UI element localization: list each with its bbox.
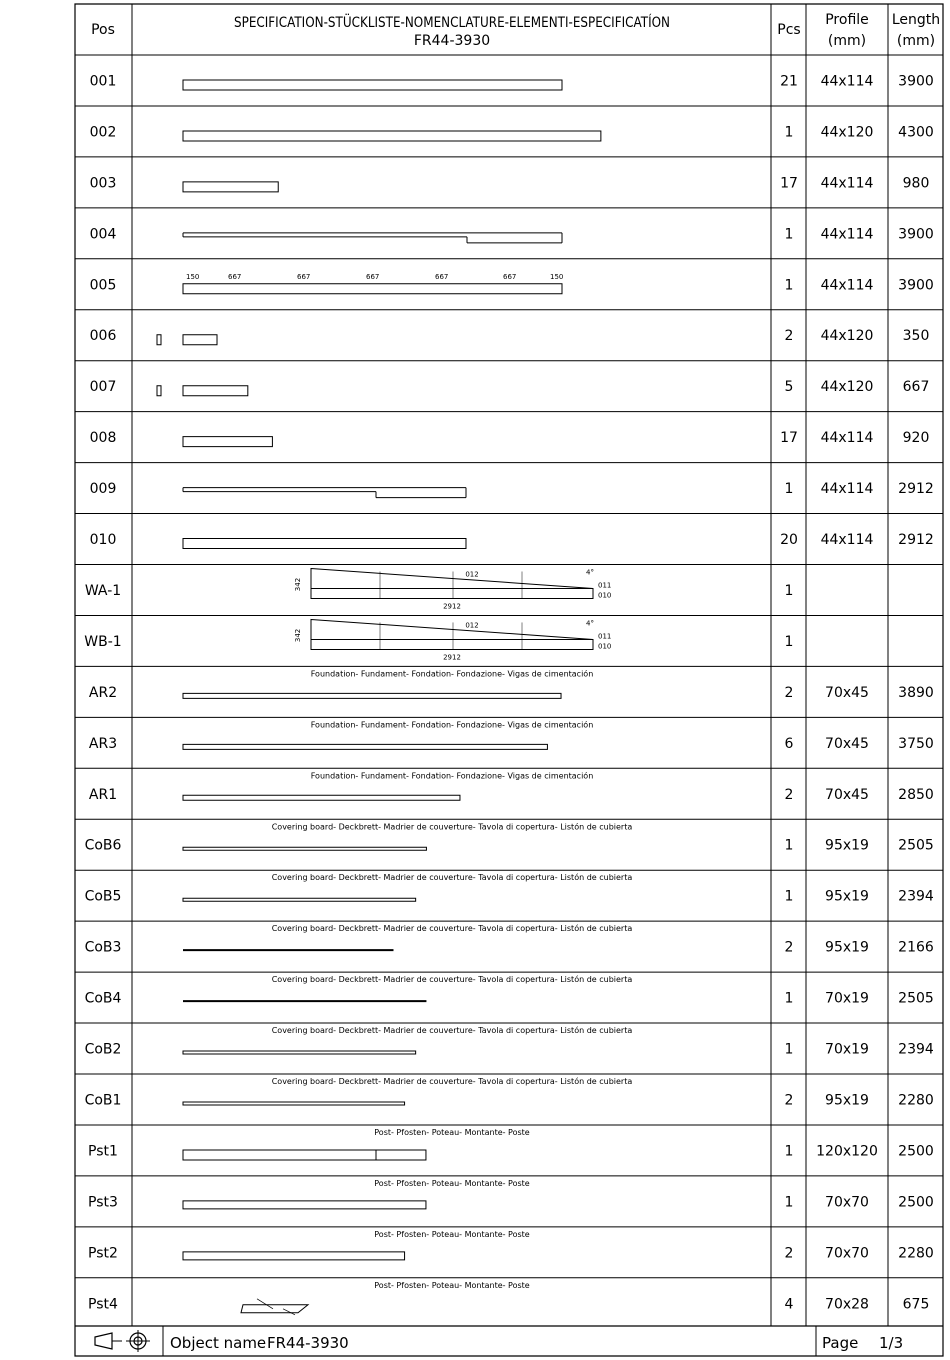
pcs-cell: 2 [784, 786, 794, 803]
part-bar-006 [183, 335, 217, 345]
section-symbol [157, 335, 161, 345]
length-cell: 3750 [898, 735, 934, 752]
section-note: Covering board- Deckbrett- Madrier de couverture- Tavola di copertura- Listón de cubierta [271, 924, 633, 934]
length-cell: 2912 [898, 532, 934, 549]
length-cell: 3890 [898, 684, 934, 701]
pcs-cell: 1 [784, 1041, 794, 1058]
covering-board-cob5 [183, 898, 416, 901]
header-profile: Profile [825, 12, 869, 28]
pos-cell: 005 [89, 277, 117, 294]
pcs-cell: 6 [784, 735, 794, 752]
pos-cell: 003 [89, 175, 117, 192]
pos-cell: 004 [89, 226, 117, 243]
length-cell: 4300 [898, 124, 934, 141]
profile-cell: 44x120 [820, 328, 874, 345]
part-bar-008 [183, 437, 272, 447]
pcs-cell: 2 [784, 1092, 794, 1109]
foundation-beam-ar1 [183, 795, 460, 800]
projection-symbol-icon [95, 1330, 150, 1352]
wall-right-label: 010 [598, 591, 612, 600]
post-angle-mark [283, 1309, 295, 1315]
spec-rows [75, 55, 943, 1315]
section-note: Covering board- Deckbrett- Madrier de couverture- Tavola di copertura- Listón de cubierta [271, 1026, 633, 1036]
part-bar-003 [183, 182, 278, 192]
pcs-cell: 1 [784, 124, 794, 141]
profile-cell: 70x45 [825, 684, 869, 701]
length-cell: 2500 [898, 1194, 934, 1211]
section-note: Post- Pfosten- Poteau- Montante- Poste [374, 1280, 530, 1290]
length-cell: 2394 [898, 1041, 934, 1058]
pos-cell: AR2 [88, 684, 118, 701]
pcs-cell: 1 [784, 837, 794, 854]
profile-cell: 44x120 [820, 124, 874, 141]
header-pos: Pos [91, 22, 115, 38]
header-length: Length [891, 12, 941, 28]
pcs-cell: 21 [780, 73, 798, 90]
section-note: Foundation- Fundament- Fondation- Fondazione- Vigas de cimentación [310, 771, 594, 781]
wall-right-label: 011 [598, 581, 612, 590]
footer-page-label: Page [822, 1334, 859, 1352]
pcs-cell: 1 [784, 1143, 794, 1160]
dimension-label: 667 [228, 272, 242, 281]
length-cell: 2912 [898, 481, 934, 498]
profile-cell: 44x114 [820, 175, 874, 192]
footer-object-label: Object name [170, 1334, 267, 1352]
section-note: Covering board- Deckbrett- Madrier de couverture- Tavola di copertura- Listón de cubierta [271, 822, 633, 832]
wall-angle-label: 4° [586, 568, 594, 577]
wall-angle-label: 4° [586, 619, 594, 628]
pos-cell: 007 [89, 379, 117, 396]
profile-cell: 70x70 [825, 1194, 869, 1211]
covering-board-cob6 [183, 847, 426, 850]
length-cell: 350 [902, 328, 930, 345]
wall-length-label: 2912 [443, 653, 461, 662]
header-pcs: Pcs [777, 22, 801, 38]
profile-cell: 95x19 [825, 1092, 869, 1109]
pcs-cell: 17 [780, 175, 798, 192]
header-length-unit: (mm) [896, 33, 936, 49]
pos-cell: CoB4 [84, 990, 122, 1007]
pcs-cell: 5 [784, 379, 794, 396]
pcs-cell: 1 [784, 990, 794, 1007]
pos-cell: 001 [89, 73, 117, 90]
covering-board-cob2 [183, 1051, 416, 1054]
part-bar-005 [183, 284, 562, 294]
profile-cell: 70x19 [825, 1041, 869, 1058]
profile-cell: 44x114 [820, 430, 874, 447]
wall-top-label: 012 [465, 570, 479, 579]
wall-height-label: 342 [294, 577, 302, 592]
pos-cell: AR1 [88, 786, 118, 803]
profile-cell: 44x120 [820, 379, 874, 396]
pos-cell: 010 [89, 532, 117, 549]
profile-cell: 70x70 [825, 1245, 869, 1262]
length-cell: 2500 [898, 1143, 934, 1160]
length-cell: 980 [902, 175, 930, 192]
dimension-label: 150 [186, 272, 200, 281]
post-pst1 [183, 1150, 426, 1160]
length-cell: 2394 [898, 888, 934, 905]
pcs-cell: 1 [784, 481, 794, 498]
part-bar-007 [183, 386, 248, 396]
dimension-label: 150 [550, 272, 564, 281]
post-angle-mark [257, 1299, 273, 1309]
section-note: Post- Pfosten- Poteau- Montante- Poste [374, 1229, 530, 1239]
profile-cell: 70x19 [825, 990, 869, 1007]
pos-cell: WB-1 [84, 633, 122, 650]
wall-top-label: 012 [465, 621, 479, 630]
profile-cell: 95x19 [825, 888, 869, 905]
post-pst3 [183, 1201, 426, 1209]
pcs-cell: 2 [784, 939, 794, 956]
section-note: Post- Pfosten- Poteau- Montante- Poste [374, 1178, 530, 1188]
dimension-label: 667 [435, 272, 449, 281]
section-note: Covering board- Deckbrett- Madrier de couverture- Tavola di copertura- Listón de cubierta [271, 975, 633, 985]
wall-lower-beam [311, 639, 593, 649]
pos-cell: CoB6 [84, 837, 122, 854]
wall-right-label: 011 [598, 632, 612, 641]
wall-right-label: 010 [598, 642, 612, 651]
profile-cell: 44x114 [820, 277, 874, 294]
pos-cell: AR3 [88, 735, 118, 752]
pcs-cell: 1 [784, 226, 794, 243]
dimension-label: 667 [297, 272, 311, 281]
pcs-cell: 2 [784, 684, 794, 701]
wall-upper-beam [311, 569, 593, 589]
profile-cell: 44x114 [820, 73, 874, 90]
covering-board-cob1 [183, 1102, 405, 1105]
post-pst2 [183, 1252, 405, 1260]
profile-cell: 44x114 [820, 532, 874, 549]
pos-cell: CoB1 [84, 1092, 122, 1109]
profile-cell: 70x45 [825, 735, 869, 752]
pos-cell: WA-1 [84, 582, 122, 599]
pos-cell: 002 [89, 124, 117, 141]
profile-cell: 44x114 [820, 226, 874, 243]
length-cell: 2166 [898, 939, 934, 956]
pos-cell: CoB3 [84, 939, 122, 956]
length-cell: 675 [902, 1296, 930, 1313]
foundation-beam-ar3 [183, 744, 547, 749]
post-angled-part [241, 1305, 308, 1313]
length-cell: 3900 [898, 277, 934, 294]
section-note: Post- Pfosten- Poteau- Montante- Poste [374, 1127, 530, 1137]
length-cell: 2850 [898, 786, 934, 803]
pos-cell: Pst4 [88, 1296, 118, 1313]
pcs-cell: 1 [784, 888, 794, 905]
footer-object-name: FR44-3930 [267, 1334, 349, 1352]
length-cell: 920 [902, 430, 930, 447]
pos-cell: Pst1 [88, 1143, 118, 1160]
section-note: Covering board- Deckbrett- Madrier de couverture- Tavola di copertura- Listón de cubierta [271, 873, 633, 883]
part-bar-002 [183, 131, 601, 141]
profile-cell: 120x120 [816, 1143, 878, 1160]
pcs-cell: 20 [780, 532, 798, 549]
profile-cell: 95x19 [825, 939, 869, 956]
pos-cell: 006 [89, 328, 117, 345]
pos-cell: Pst2 [88, 1245, 118, 1262]
length-cell: 2505 [898, 837, 934, 854]
footer-page-value: 1/3 [879, 1334, 904, 1352]
length-cell: 667 [902, 379, 930, 396]
header-model: FR44-3930 [413, 33, 491, 49]
pos-cell: CoB5 [84, 888, 122, 905]
wall-upper-beam [311, 619, 593, 639]
section-note: Covering board- Deckbrett- Madrier de couverture- Tavola di copertura- Listón de cubierta [271, 1077, 633, 1086]
pos-cell: 008 [89, 430, 117, 447]
wall-height-label: 342 [294, 628, 302, 643]
part-bar-010 [183, 539, 466, 549]
wall-length-label: 2912 [443, 602, 461, 611]
profile-cell: 95x19 [825, 837, 869, 854]
sheet-frame [75, 4, 943, 1356]
profile-cell: 70x28 [825, 1296, 869, 1313]
section-note: Foundation- Fundament- Fondation- Fondazione- Vigas de cimentación [310, 669, 594, 679]
dimension-label: 667 [503, 272, 517, 281]
profile-cell: 70x45 [825, 786, 869, 803]
length-cell: 2280 [898, 1092, 934, 1109]
pos-cell: 009 [89, 481, 117, 498]
length-cell: 3900 [898, 226, 934, 243]
section-note: Foundation- Fundament- Fondation- Fondazione- Vigas de cimentación [310, 720, 594, 730]
header-title: SPECIFICATION-STÜCKLISTE-NOMENCLATURE-ELEMENTI-ESPECIFICATÍON [234, 15, 744, 31]
part-bar-001 [183, 80, 562, 90]
pcs-cell: 1 [784, 277, 794, 294]
length-cell: 2505 [898, 990, 934, 1007]
pcs-cell: 1 [784, 633, 794, 650]
length-cell: 2280 [898, 1245, 934, 1262]
profile-cell: 44x114 [820, 481, 874, 498]
length-cell: 3900 [898, 73, 934, 90]
pcs-cell: 4 [784, 1296, 794, 1313]
pcs-cell: 17 [780, 430, 798, 447]
pos-cell: CoB2 [84, 1041, 122, 1058]
header-profile-unit: (mm) [827, 33, 867, 49]
pcs-cell: 1 [784, 582, 794, 599]
dimension-label: 667 [366, 272, 380, 281]
foundation-beam-ar2 [183, 693, 561, 698]
pcs-cell: 1 [784, 1194, 794, 1211]
pcs-cell: 2 [784, 1245, 794, 1262]
section-symbol [157, 386, 161, 396]
wall-lower-beam [311, 589, 593, 599]
pcs-cell: 2 [784, 328, 794, 345]
pos-cell: Pst3 [88, 1194, 118, 1211]
